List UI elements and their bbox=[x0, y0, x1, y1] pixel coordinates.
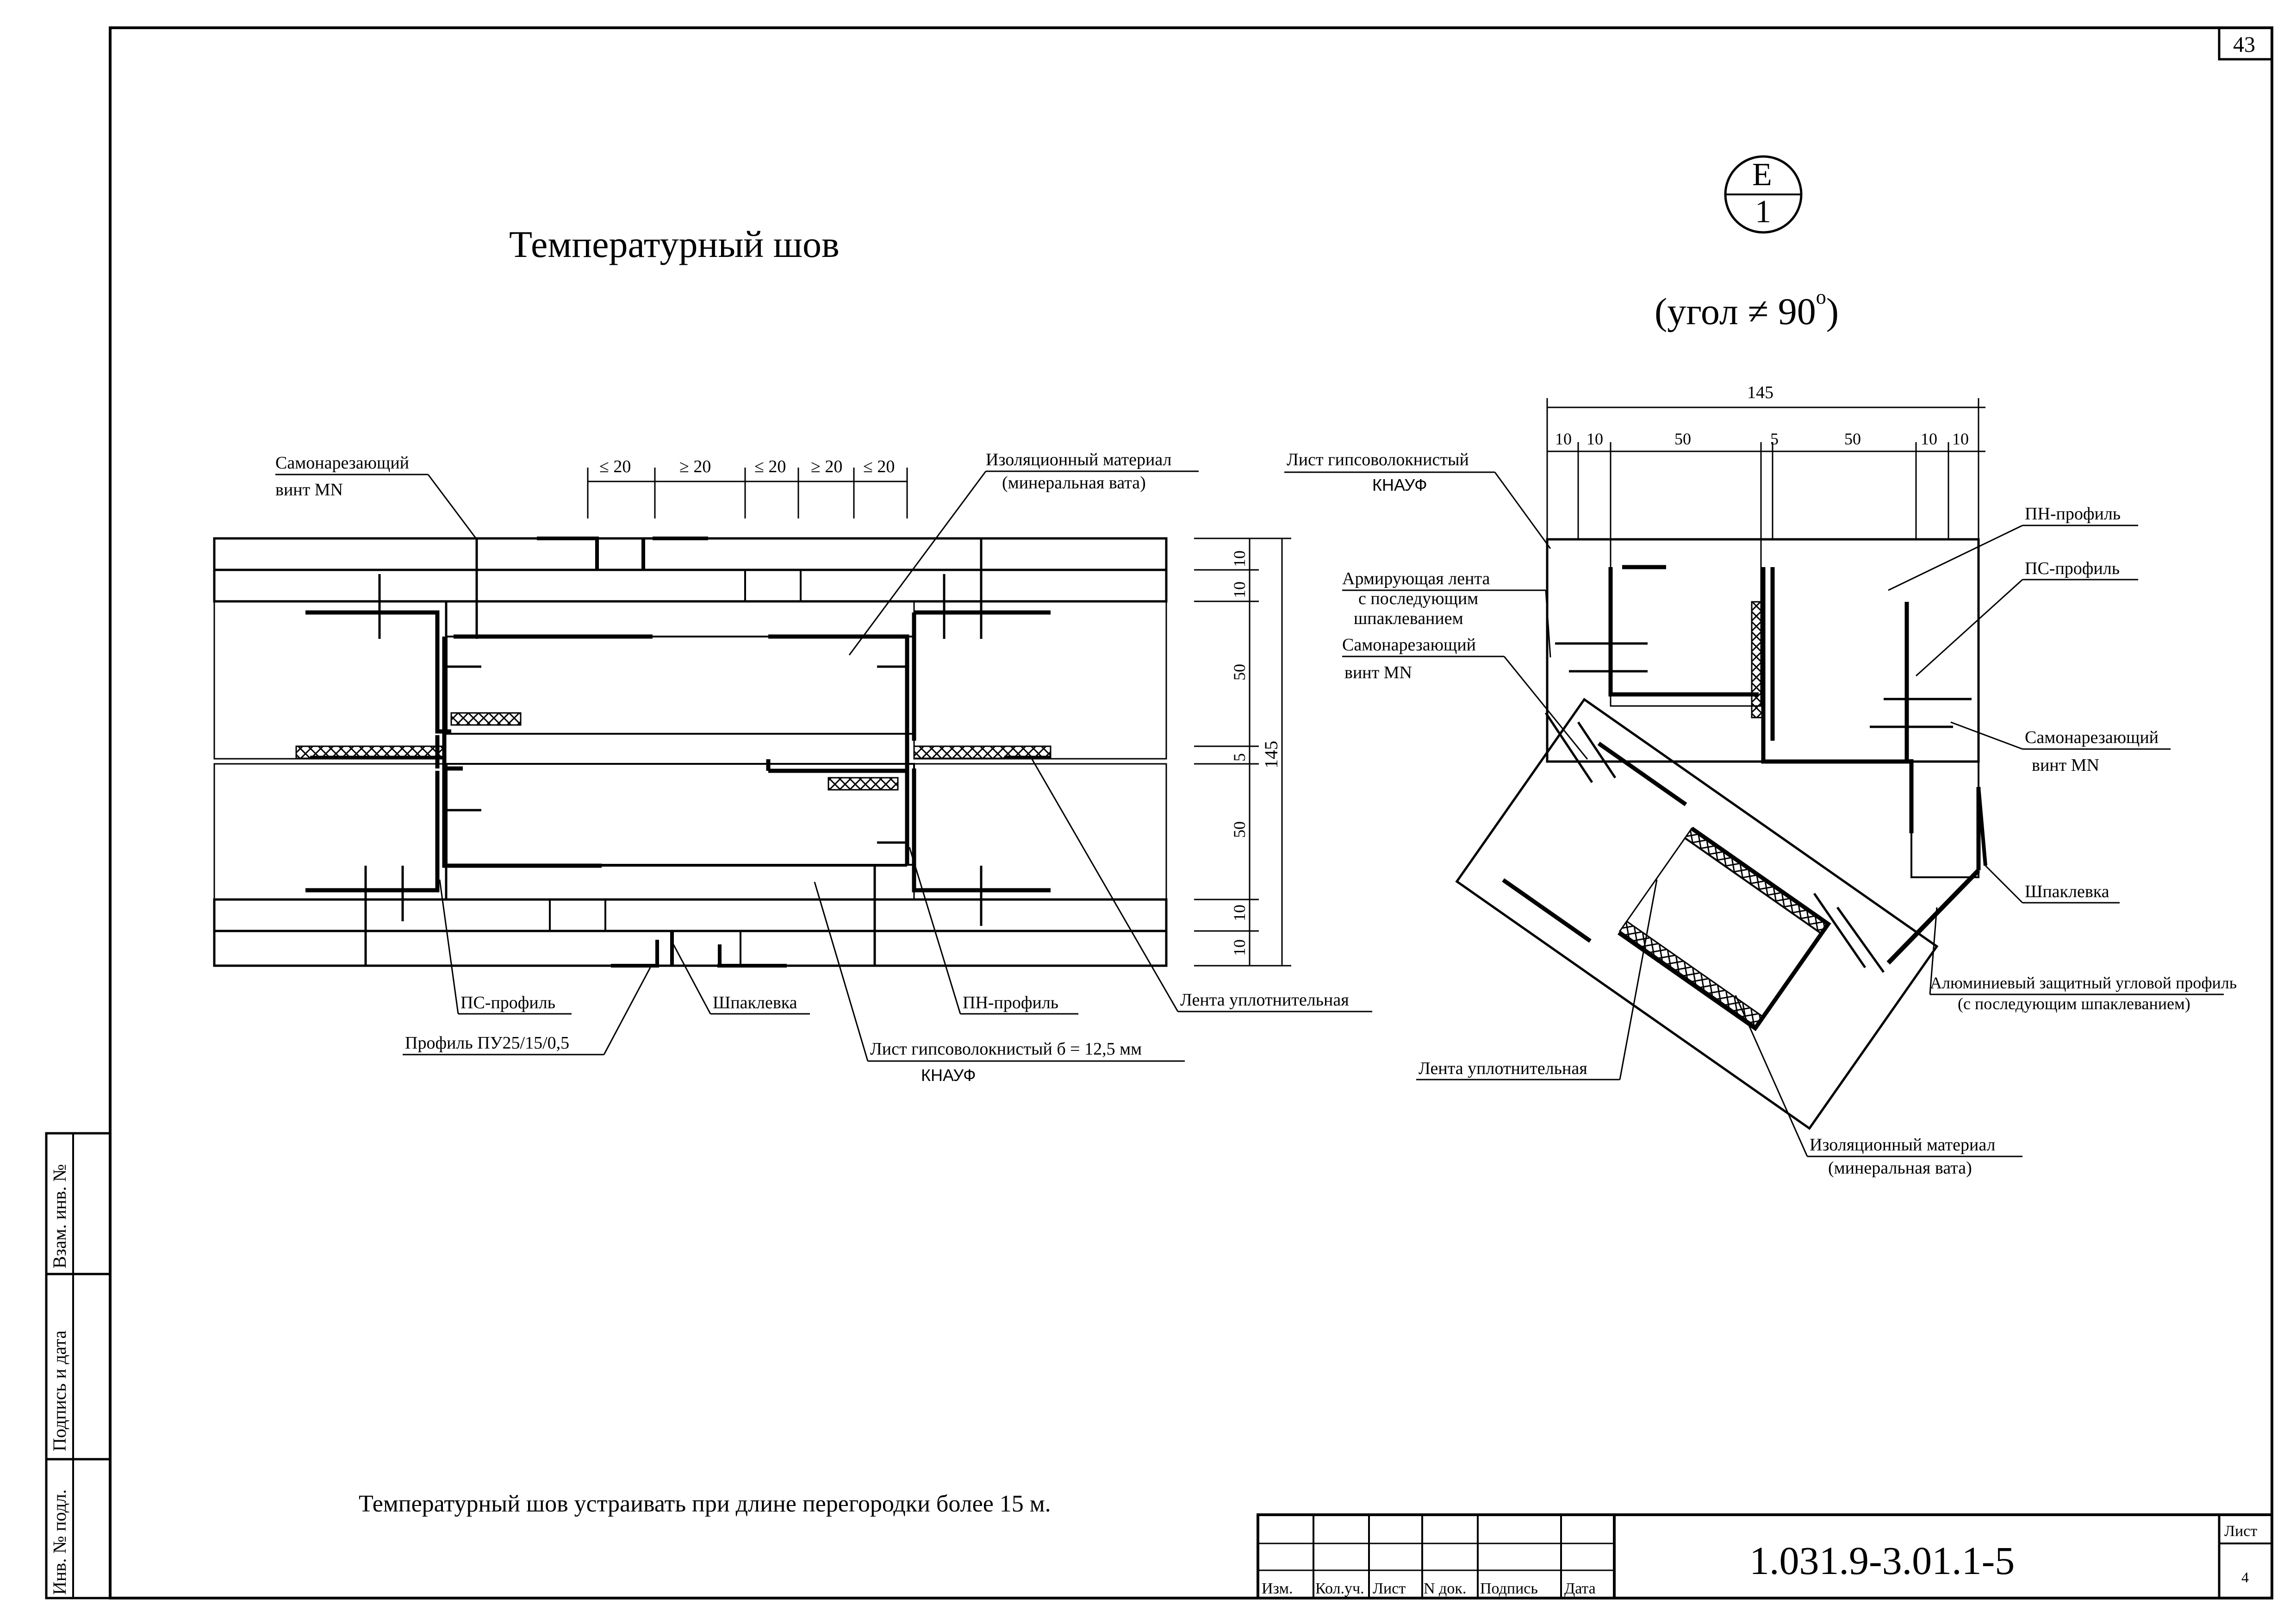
stamp-ndok: N док. bbox=[1424, 1580, 1467, 1597]
right-reinf-label-1: Армирующая лента bbox=[1342, 569, 1490, 588]
left-sheet-label-1: Лист гипсоволокнистый б = 12,5 мм bbox=[870, 1039, 1142, 1059]
left-top-dim-2: ≥ 20 bbox=[679, 457, 711, 476]
sheet-label: Лист bbox=[2224, 1523, 2258, 1540]
right-sheet-label-1: Лист гипсоволокнистый bbox=[1287, 450, 1469, 469]
side-label-vzam: Взам. инв. № bbox=[49, 1164, 70, 1268]
right-alu-label-1: Алюминиевый защитный угловой профиль bbox=[1930, 974, 2237, 992]
sheet-number: 4 bbox=[2241, 1569, 2249, 1586]
stamp-izm: Изм. bbox=[1262, 1580, 1293, 1597]
right-pn-profile-label: ПН-профиль bbox=[2025, 504, 2121, 524]
right-top-dim-7: 10 bbox=[1952, 430, 1969, 448]
right-reinf-label-2: с последующим bbox=[1358, 589, 1479, 608]
left-vdim-1: 10 bbox=[1230, 550, 1249, 567]
ref-letter: Е bbox=[1752, 157, 1772, 193]
left-top-dim-4: ≥ 20 bbox=[811, 457, 843, 476]
right-top-dim-5: 50 bbox=[1844, 430, 1861, 448]
side-label-inv: Инв. № подл. bbox=[49, 1489, 70, 1595]
left-callouts bbox=[275, 450, 1372, 1085]
right-insul-label-1: Изоляционный материал bbox=[1810, 1135, 1996, 1155]
left-vdim-2: 10 bbox=[1230, 581, 1249, 598]
right-sheet-label-2: КНАУФ bbox=[1372, 475, 1427, 494]
left-top-dim-3: ≤ 20 bbox=[754, 457, 786, 476]
left-sheet-label-2: КНАУФ bbox=[921, 1066, 976, 1085]
stamp-kolich: Кол.уч. bbox=[1315, 1580, 1364, 1597]
left-top-dim-1: ≤ 20 bbox=[599, 457, 631, 476]
ref-number: 1 bbox=[1755, 194, 1771, 230]
stamp-podpis: Подпись bbox=[1480, 1580, 1538, 1597]
sheet-frame bbox=[46, 28, 2272, 1598]
stamp-list: Лист bbox=[1373, 1580, 1406, 1597]
title-block bbox=[1258, 1515, 2272, 1598]
left-insulation-label-1: Изоляционный материал bbox=[986, 450, 1172, 469]
left-insulation-label-2: (минеральная вата) bbox=[1002, 473, 1146, 493]
left-screw-label-2: винт MN bbox=[275, 480, 343, 500]
left-putty-label: Шпаклевка bbox=[713, 993, 797, 1012]
left-seal-tape-label: Лента уплотнительная bbox=[1180, 990, 1349, 1010]
right-screw-r-label-2: винт MN bbox=[2032, 756, 2099, 775]
bottom-note: Температурный шов устраивать при длине перегородки более 15 м. bbox=[359, 1491, 1051, 1517]
left-vdim-4: 5 bbox=[1230, 753, 1249, 762]
right-screw-label-2: винт MN bbox=[1344, 663, 1412, 682]
right-top-dim-6: 10 bbox=[1921, 430, 1937, 448]
right-ps-profile-label: ПС-профиль bbox=[2025, 559, 2120, 578]
right-alu-label-2: (с последующим шпаклеванием) bbox=[1958, 994, 2190, 1013]
right-top-dim-4: 5 bbox=[1770, 430, 1779, 448]
left-vdim-7: 10 bbox=[1230, 939, 1249, 956]
left-ps-profile-label: ПС-профиль bbox=[460, 993, 556, 1012]
right-insul-label-2: (минеральная вата) bbox=[1828, 1158, 1972, 1178]
right-reinf-label-3: шпаклеванием bbox=[1354, 609, 1463, 628]
right-top-dim-2: 10 bbox=[1587, 430, 1603, 448]
left-right-dims bbox=[1194, 538, 1291, 966]
left-top-dims bbox=[588, 457, 907, 518]
left-pn-profile-label: ПН-профиль bbox=[963, 993, 1059, 1012]
left-title: Температурный шов bbox=[509, 223, 840, 265]
left-overall-dim: 145 bbox=[1261, 741, 1282, 768]
side-labels bbox=[49, 1164, 70, 1595]
right-screw-r-label-1: Самонарезающий bbox=[2025, 728, 2159, 747]
right-top-dims bbox=[1547, 383, 1985, 539]
left-top-dim-5: ≤ 20 bbox=[863, 457, 895, 476]
right-top-dim-3: 50 bbox=[1674, 430, 1691, 448]
right-seal-tape-label: Лента уплотнительная bbox=[1419, 1059, 1587, 1078]
right-putty-label: Шпаклевка bbox=[2025, 882, 2109, 901]
right-overall-dim: 145 bbox=[1747, 383, 1773, 402]
left-vdim-3: 50 bbox=[1230, 664, 1249, 681]
right-top-dim-1: 10 bbox=[1555, 430, 1572, 448]
document-code: 1.031.9-3.01.1-5 bbox=[1749, 1538, 2015, 1583]
left-screw-label-1: Самонарезающий bbox=[275, 453, 409, 473]
left-vdim-5: 50 bbox=[1230, 821, 1249, 838]
stamp-data: Дата bbox=[1564, 1580, 1596, 1597]
right-section-drawing bbox=[1284, 156, 2237, 1178]
angle-label: (угол ≠ $90^o$) bbox=[1655, 286, 1839, 332]
left-vdim-6: 10 bbox=[1230, 905, 1249, 921]
side-label-podpis: Подпись и дата bbox=[49, 1330, 70, 1451]
right-screw-label-1: Самонарезающий bbox=[1342, 635, 1476, 655]
left-pu-profile-label: Профиль ПУ25/15/0,5 bbox=[405, 1033, 570, 1053]
left-section-drawing bbox=[214, 450, 1372, 1085]
sheet-top-number: 43 bbox=[2233, 32, 2255, 57]
